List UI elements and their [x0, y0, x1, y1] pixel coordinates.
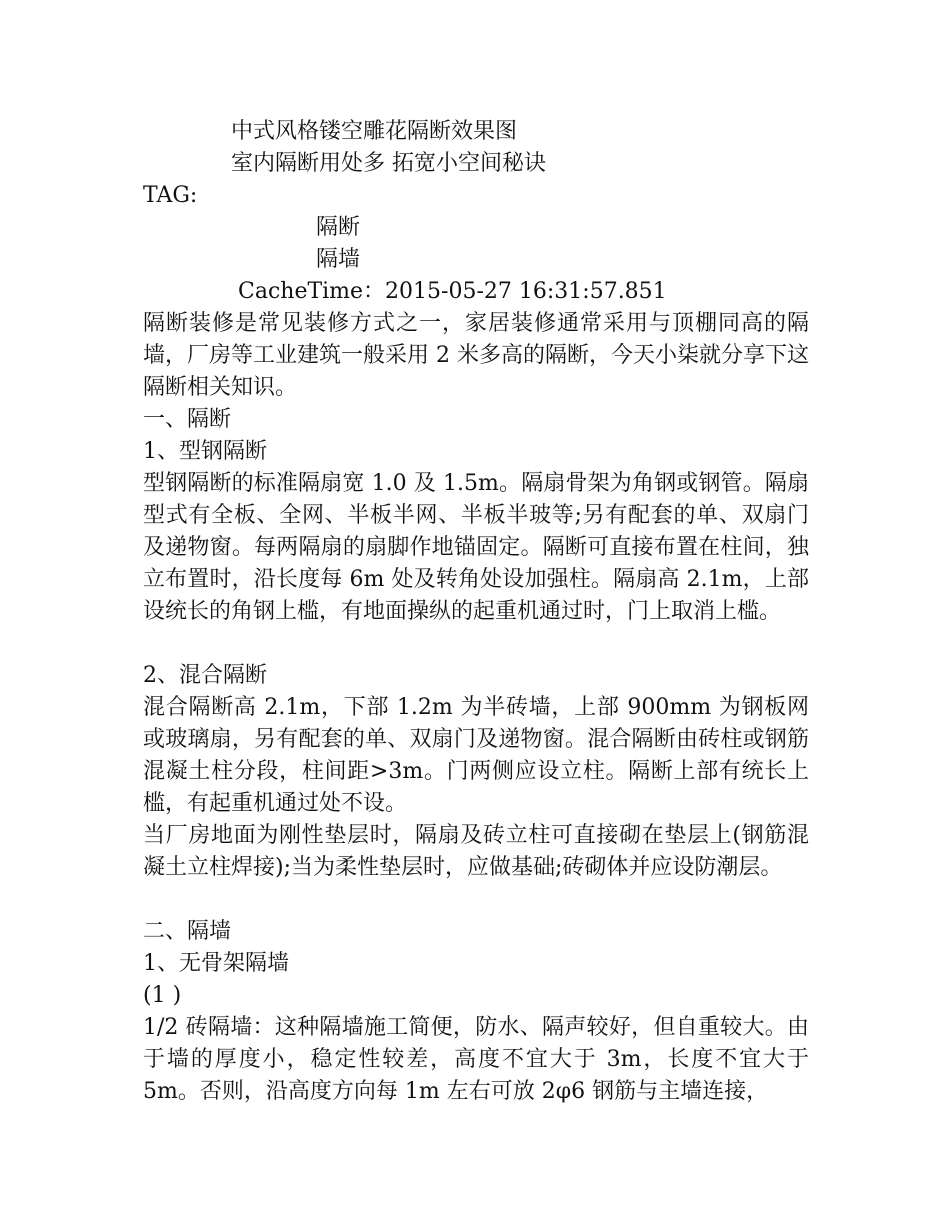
- tag-label: TAG:: [143, 183, 198, 208]
- tag-item: 隔断: [316, 215, 361, 240]
- article-subtitle: 室内隔断用处多 拓宽小空间秘诀: [231, 151, 546, 176]
- list-item-label: (1 ): [143, 983, 182, 1008]
- subsection-heading: 1、无骨架隔墙: [143, 951, 289, 976]
- cache-time: CacheTime：2015-05-27 16:31:57.851: [238, 279, 667, 304]
- subsection-heading: 1、型钢隔断: [143, 439, 267, 464]
- tag-item: 隔墙: [316, 247, 361, 272]
- article-title: 中式风格镂空雕花隔断效果图: [231, 119, 518, 144]
- paragraph: 1/2 砖隔墙：这种隔墙施工简便，防水、隔声较好，但自重较大。由于墙的厚度小，稳定性较差，高度不宜大于 3m，长度不宜大于 5m。否则，沿高度方向每 1m 左右可放 2φ6 钢筋与主墙连接，: [143, 1015, 809, 1104]
- section-heading: 二、隔墙: [143, 919, 232, 944]
- paragraph: 型钢隔断的标准隔扇宽 1.0 及 1.5m。隔扇骨架为角钢或钢管。隔扇型式有全板、全网、半板半网、半板半玻等;另有配套的单、双扇门及递物窗。每两隔扇的扇脚作地锚固定。隔断可直接布置在柱间，独立布置时，沿长度每 6m 处及转角处设加强柱。隔扇高 2.1m，上部设统长的角钢上槛，有地面操纵的起重机通过时，门上取消上槛。: [143, 471, 809, 624]
- subsection-heading: 2、混合隔断: [143, 663, 267, 688]
- paragraph: 混合隔断高 2.1m，下部 1.2m 为半砖墙，上部 900mm 为钢板网或玻璃扇，另有配套的单、双扇门及递物窗。混合隔断由砖柱或钢筋混凝土柱分段，柱间距>3m。门两侧应设立柱。隔断上部有统长上槛，有起重机通过处不设。: [143, 695, 809, 816]
- section-heading: 一、隔断: [143, 407, 232, 432]
- paragraph: 当厂房地面为刚性垫层时，隔扇及砖立柱可直接砌在垫层上(钢筋混凝土立柱焊接);当为柔性垫层时，应做基础;砖砌体并应设防潮层。: [143, 823, 809, 880]
- intro-paragraph: 隔断装修是常见装修方式之一，家居装修通常采用与顶棚同高的隔墙，厂房等工业建筑一般采用 2 米多高的隔断，今天小柒就分享下这隔断相关知识。: [143, 311, 809, 400]
